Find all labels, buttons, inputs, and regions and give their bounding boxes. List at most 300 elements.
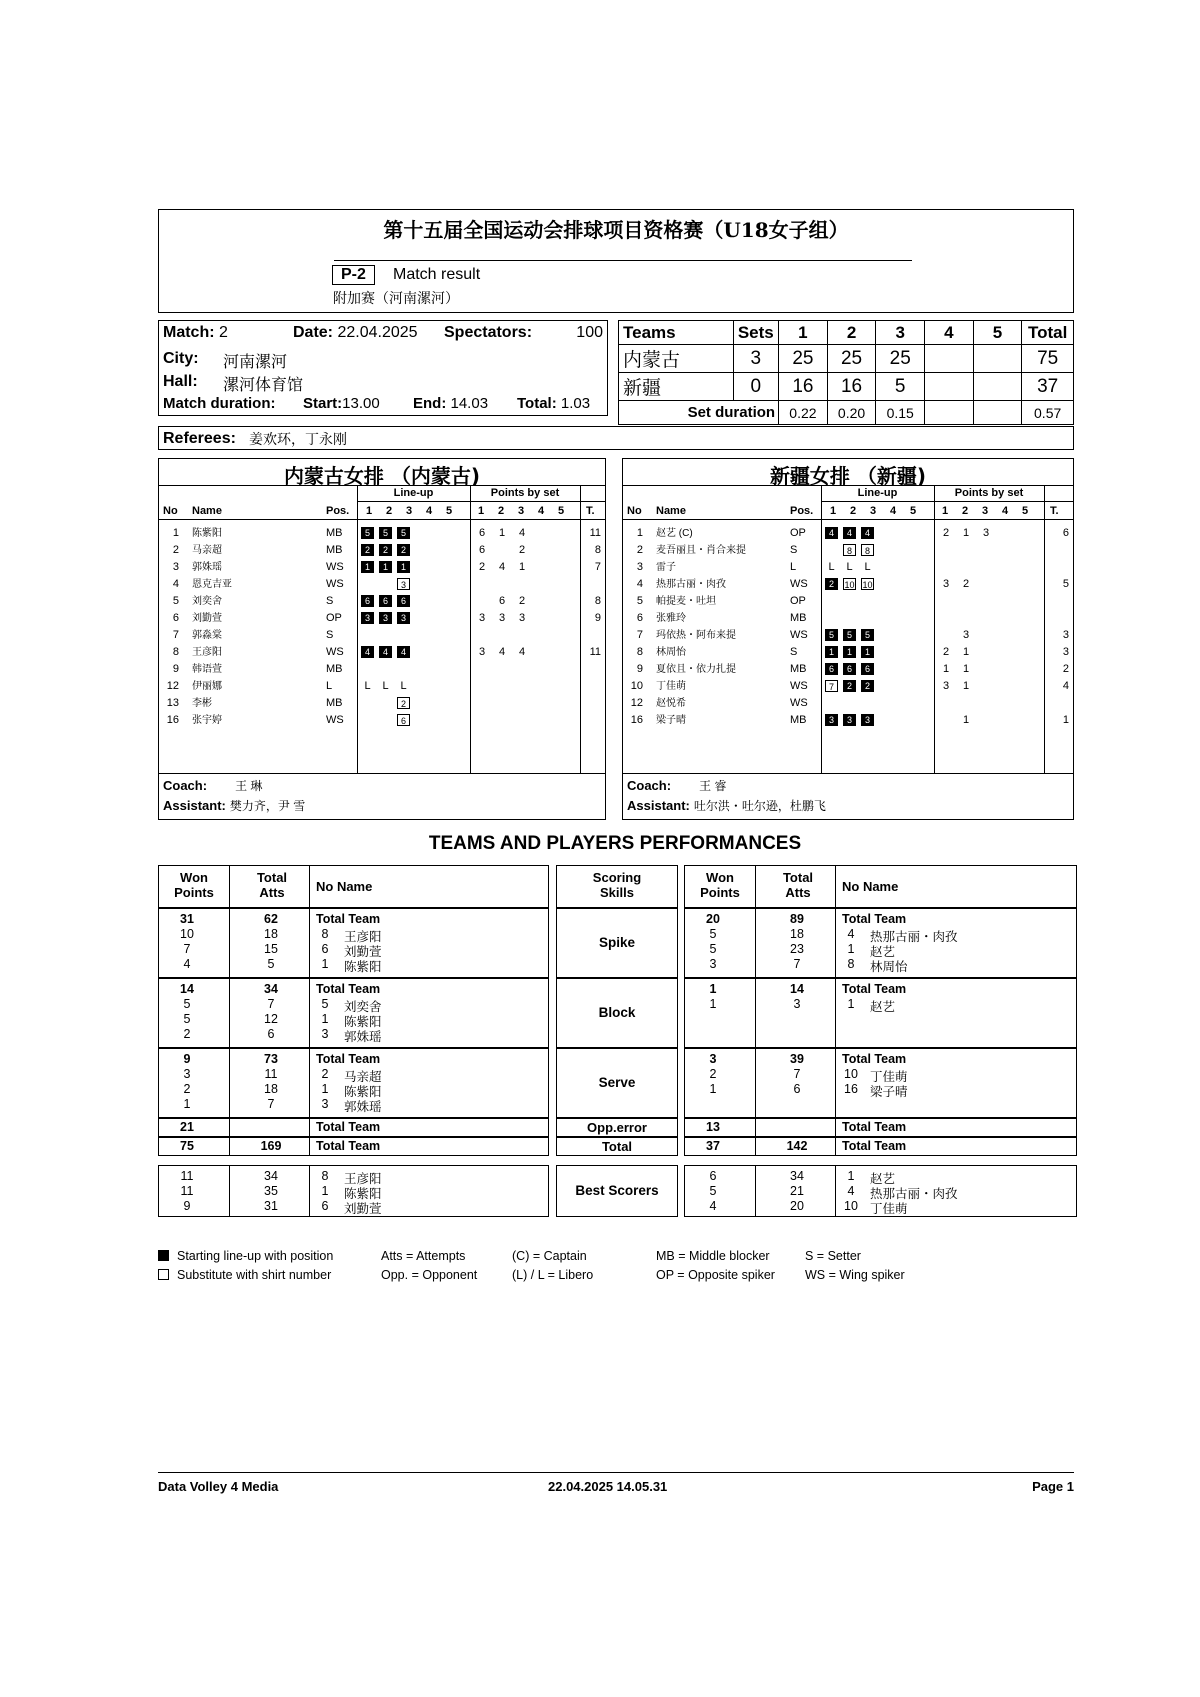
total-atts: 5	[267, 957, 275, 971]
total-atts: 23	[790, 942, 804, 956]
lineup-header: Line-up	[393, 487, 434, 499]
lineup-cell: 1	[379, 561, 392, 573]
total-atts: 73	[264, 1052, 278, 1066]
player-name: 刘勤萱	[344, 945, 382, 959]
player-name: 麦吾丽且・肖合来提	[656, 545, 746, 556]
lineup-cell: 6	[397, 714, 410, 726]
player-total: 2	[1062, 663, 1069, 675]
points-by-set-header: Points by set	[954, 487, 1024, 499]
player-lineup	[361, 678, 415, 695]
player-no: 10	[844, 1199, 858, 1213]
results-row-away: 新疆 0 16 16 5 37	[619, 373, 1074, 401]
player-lineup	[361, 712, 415, 729]
total-atts: 6	[267, 1027, 275, 1041]
lineup-cell: L	[382, 680, 389, 693]
player-no: 4	[847, 1184, 855, 1198]
team-label: Total Team	[316, 1139, 381, 1153]
lineup-cell: 4	[825, 527, 838, 539]
total-atts: 3	[793, 997, 801, 1011]
spectators-value: 100	[576, 324, 603, 341]
player-pos: WS	[326, 714, 344, 726]
assistant	[627, 797, 826, 814]
perf-left-block	[158, 1165, 549, 1217]
won-points: 7	[183, 942, 191, 956]
lineup-cell: 1	[825, 646, 838, 658]
player-set-points: 1	[962, 680, 970, 692]
doc-code: P-2	[332, 265, 375, 285]
player-no: 6	[636, 612, 643, 624]
lineup-cell: 5	[861, 629, 874, 641]
title-divider	[159, 485, 605, 486]
lineup-cell: 2	[825, 578, 838, 590]
player-no: 1	[321, 957, 329, 971]
assistant-name: 樊力齐，尹 雪	[229, 799, 306, 813]
column-divider	[229, 1138, 230, 1155]
column-divider	[229, 979, 230, 1047]
skill-label: Total	[601, 1139, 633, 1154]
player-pos: MB	[326, 663, 343, 675]
pos-header: Pos.	[790, 505, 814, 517]
player-name: 李彬	[192, 698, 212, 709]
player-name: 伊丽娜	[192, 681, 222, 692]
won-points: 3	[709, 1052, 717, 1066]
player-name: 帕提麦・吐坦	[656, 596, 716, 607]
player-no: 2	[172, 544, 179, 556]
player-total: 3	[1062, 646, 1069, 658]
coach-label: Coach:	[627, 778, 672, 793]
player-set-points: 6	[498, 595, 506, 607]
referees-value: 姜欢环，丁永刚	[249, 431, 347, 447]
player-no: 8	[847, 957, 855, 971]
lineup-cell: 1	[843, 646, 856, 658]
player-name: 陈紫阳	[344, 960, 382, 974]
lineup-set-header: 1	[366, 505, 373, 517]
player-lineup	[825, 525, 879, 542]
won-points: 1	[709, 997, 717, 1011]
player-row	[159, 525, 607, 542]
player-pos: OP	[790, 595, 806, 607]
points-set-header: 5	[1022, 505, 1029, 517]
legend-captain: (C) = Captain	[512, 1249, 587, 1263]
player-row	[159, 712, 607, 729]
player-lineup	[825, 593, 879, 610]
player-no: 16	[630, 714, 643, 726]
player-no: 2	[321, 1067, 329, 1081]
player-set-points: 2	[962, 578, 970, 590]
player-no: 1	[321, 1012, 329, 1026]
won-points: 3	[183, 1067, 191, 1081]
total-atts: 89	[790, 912, 804, 926]
no-name-header: No Name	[316, 879, 373, 894]
player-name: 王彦阳	[344, 1172, 382, 1186]
lineup-cell: 2	[397, 544, 410, 556]
lineup-set-header: 1	[830, 505, 837, 517]
player-no: 5	[172, 595, 179, 607]
player-lineup	[825, 576, 879, 593]
player-lineup	[825, 661, 879, 678]
player-pos: WS	[790, 629, 808, 641]
player-lineup	[825, 627, 879, 644]
column-divider	[835, 1138, 836, 1155]
player-name: 玛依热・阿布来提	[656, 630, 736, 641]
subheader-divider	[357, 501, 605, 502]
column-divider	[835, 909, 836, 977]
player-name: 陈紫阳	[344, 1085, 382, 1099]
player-set-points: 2	[942, 527, 950, 539]
lineup-cell: 2	[397, 697, 410, 709]
player-row	[159, 610, 607, 627]
player-row	[159, 678, 607, 695]
lineup-cell: 3	[861, 714, 874, 726]
lineup-cell: L	[400, 680, 407, 693]
lineup-cell: 1	[397, 561, 410, 573]
player-name: 雷子	[656, 562, 676, 573]
points-set-header: 1	[942, 505, 949, 517]
points-set-header: 3	[982, 505, 989, 517]
total-atts: 34	[790, 1169, 804, 1183]
lineup-set-header: 2	[850, 505, 857, 517]
player-set-points: 3	[962, 629, 970, 641]
player-lineup	[825, 610, 879, 627]
perf-skill-block	[556, 1048, 678, 1118]
player-name: Total Team	[842, 1052, 907, 1066]
player-set-points: 6	[478, 527, 486, 539]
lineup-cell: 2	[843, 680, 856, 692]
column-divider	[755, 1119, 756, 1136]
player-row	[623, 542, 1075, 559]
points-set-header: 2	[498, 505, 505, 517]
lineup-set-header: 2	[386, 505, 393, 517]
total-atts: 18	[264, 1082, 278, 1096]
player-set-points: 4	[498, 561, 506, 573]
player-set-points: 1	[962, 527, 970, 539]
t-header: T.	[586, 505, 595, 517]
header-box	[158, 209, 1074, 313]
player-set-points: 2	[942, 646, 950, 658]
legend-ws: WS = Wing spiker	[805, 1268, 905, 1282]
lineup-cell: 4	[861, 527, 874, 539]
column-divider	[309, 1138, 310, 1155]
player-no: 4	[636, 578, 643, 590]
total-atts-header: Total Atts	[256, 870, 288, 900]
lineup-cell: 6	[397, 595, 410, 607]
player-lineup	[825, 695, 879, 712]
total-row-left	[158, 1137, 549, 1156]
skill-label: Block	[598, 1005, 636, 1020]
perf-skill-block	[556, 1165, 678, 1217]
player-no: 10	[630, 680, 643, 692]
player-row	[623, 593, 1075, 610]
lineup-cell: 8	[843, 544, 856, 556]
lineup-cell: 5	[361, 527, 374, 539]
player-no: 8	[321, 927, 329, 941]
player-lineup	[825, 542, 879, 559]
player-name: 刘奕舍	[192, 596, 222, 607]
won-points: 75	[180, 1139, 194, 1153]
player-name: 郭姝瑶	[344, 1100, 382, 1114]
total-atts-header: Total Atts	[782, 870, 814, 900]
player-lineup	[361, 593, 415, 610]
player-total: 7	[594, 561, 601, 573]
title-underline	[334, 260, 912, 261]
player-set-points: 3	[518, 612, 526, 624]
player-pos: MB	[326, 544, 343, 556]
player-pos: WS	[790, 680, 808, 692]
lineup-set-header: 4	[890, 505, 897, 517]
total-atts: 34	[264, 982, 278, 996]
won-points: 6	[709, 1169, 717, 1183]
total-atts: 142	[786, 1139, 808, 1153]
scoring-skills-header: Scoring Skills	[592, 870, 642, 900]
legend-mb: MB = Middle blocker	[656, 1249, 770, 1263]
player-no: 4	[172, 578, 179, 590]
player-no: 3	[321, 1097, 329, 1111]
player-name: 郭姝瑶	[192, 562, 222, 573]
lineup-cell: 3	[361, 612, 374, 624]
won-points: 13	[706, 1120, 720, 1134]
player-no: 9	[172, 663, 179, 675]
points-set-header: 5	[558, 505, 565, 517]
player-set-points: 3	[498, 612, 506, 624]
perf-header-skill	[556, 865, 678, 908]
player-pos: WS	[326, 578, 344, 590]
end: End: 14.03	[413, 395, 489, 412]
player-lineup	[361, 559, 415, 576]
player-lineup	[825, 712, 879, 729]
player-pos: MB	[326, 527, 343, 539]
player-set-points: 2	[518, 544, 526, 556]
player-row	[159, 542, 607, 559]
player-pos: WS	[790, 697, 808, 709]
total-atts: 39	[790, 1052, 804, 1066]
total-atts: 6	[793, 1082, 801, 1096]
player-name: 张雅玲	[656, 613, 686, 624]
legend-substitute: Substitute with shirt number	[177, 1268, 332, 1282]
referees-box	[158, 426, 1074, 450]
lineup-cell: 2	[379, 544, 392, 556]
column-divider	[755, 866, 756, 907]
player-pos: MB	[790, 663, 807, 675]
match-info-box	[158, 320, 608, 416]
won-points: 1	[709, 1082, 717, 1096]
player-no: 1	[172, 527, 179, 539]
total-atts: 21	[790, 1184, 804, 1198]
lineup-cell: 7	[825, 680, 838, 692]
header-divider	[159, 519, 605, 520]
player-pos: OP	[790, 527, 806, 539]
date: Date: 22.04.2025	[293, 324, 418, 341]
coach	[627, 777, 726, 794]
substitute-square-icon	[158, 1269, 169, 1280]
team-label: Total Team	[316, 1120, 381, 1134]
footer-line	[158, 1472, 1074, 1473]
lineup-cell: 3	[397, 578, 410, 590]
won-points: 31	[180, 912, 194, 926]
player-no: 5	[321, 997, 329, 1011]
column-divider	[835, 1119, 836, 1136]
player-no: 7	[636, 629, 643, 641]
player-row	[159, 627, 607, 644]
column-divider	[229, 1166, 230, 1216]
player-row	[159, 661, 607, 678]
column-divider	[755, 1166, 756, 1216]
player-pos: S	[326, 629, 334, 641]
perf-left-block	[158, 1048, 549, 1118]
column-divider	[835, 1049, 836, 1117]
player-row	[623, 610, 1075, 627]
results-row-home: 内蒙古 3 25 25 25 75	[619, 345, 1074, 373]
subtitle: 附加赛（河南漯河）	[333, 290, 459, 306]
player-no: 10	[844, 1067, 858, 1081]
player-pos: MB	[790, 714, 807, 726]
player-set-points: 1	[498, 527, 506, 539]
player-total: 3	[1062, 629, 1069, 641]
results-table	[618, 320, 1074, 425]
lineup-cell: 4	[843, 527, 856, 539]
lineup-cell: L	[364, 680, 371, 693]
pos-header: Pos.	[326, 505, 350, 517]
player-total: 8	[594, 595, 601, 607]
points-set-header: 4	[538, 505, 545, 517]
player-no: 3	[172, 561, 179, 573]
skill-label: Serve	[598, 1075, 636, 1090]
player-row	[623, 576, 1075, 593]
won-points: 2	[183, 1082, 191, 1096]
lineup-cell: 6	[361, 595, 374, 607]
lineup-cell: 6	[861, 663, 874, 675]
player-name: 陈紫阳	[192, 528, 222, 539]
legend-opp: Opp. = Opponent	[381, 1268, 478, 1282]
won-points: 5	[709, 927, 717, 941]
player-total: 4	[1062, 680, 1069, 692]
total-atts: 7	[793, 1067, 801, 1081]
player-set-points: 2	[518, 595, 526, 607]
player-set-points: 4	[498, 646, 506, 658]
player-total: 5	[1062, 578, 1069, 590]
lineup-cell: 4	[379, 646, 392, 658]
lineup-cell: 5	[397, 527, 410, 539]
player-set-points: 3	[478, 646, 486, 658]
player-row	[159, 559, 607, 576]
lineup-cell: 5	[825, 629, 838, 641]
player-row	[623, 627, 1075, 644]
won-points: 5	[183, 1012, 191, 1026]
hall-label: Hall:	[163, 373, 198, 390]
points-set-header: 1	[478, 505, 485, 517]
player-name: 韩语萱	[192, 664, 222, 675]
player-name: Total Team	[842, 982, 907, 996]
player-name: 马亲超	[192, 545, 222, 556]
player-set-points: 3	[982, 527, 990, 539]
player-no: 6	[321, 942, 329, 956]
player-no: 4	[847, 927, 855, 941]
coach-divider	[623, 773, 1073, 774]
lineup-set-header: 5	[910, 505, 917, 517]
hall-value: 漯河体育馆	[223, 377, 304, 394]
legend-atts: Atts = Attempts	[381, 1249, 466, 1263]
opp-error-row-skill	[556, 1118, 678, 1137]
player-total: 1	[1062, 714, 1069, 726]
won-points: 1	[709, 982, 717, 996]
player-lineup	[361, 542, 415, 559]
points-set-header: 4	[1002, 505, 1009, 517]
column-divider	[309, 1166, 310, 1216]
player-no: 9	[636, 663, 643, 675]
player-set-points: 1	[962, 646, 970, 658]
player-name: 赵艺	[870, 1172, 896, 1186]
player-no: 6	[321, 1199, 329, 1213]
coach-name: 王 琳	[235, 779, 263, 793]
total-atts: 31	[264, 1199, 278, 1213]
assistant	[163, 797, 305, 814]
player-pos: L	[326, 680, 333, 692]
lineup-cell: 3	[379, 612, 392, 624]
player-total: 11	[589, 527, 601, 539]
team-title: 内蒙古女排 （内蒙古)	[283, 464, 481, 488]
player-set-points: 1	[942, 663, 950, 675]
lineup-cell: 6	[379, 595, 392, 607]
player-row	[159, 644, 607, 661]
perf-header-right	[684, 865, 1077, 908]
player-no: 7	[172, 629, 179, 641]
player-no: 13	[166, 697, 179, 709]
legend-starting: Starting line-up with position	[177, 1249, 334, 1263]
perf-left-block	[158, 978, 549, 1048]
set-duration-row: Set duration 0.22 0.20 0.15 0.57	[619, 401, 1074, 425]
player-no: 2	[636, 544, 643, 556]
points-by-set-header: Points by set	[490, 487, 560, 499]
footer-center: 22.04.2025 14.05.31	[548, 1479, 668, 1494]
coach	[163, 777, 262, 794]
total-atts: 34	[264, 1169, 278, 1183]
legend-op: OP = Opposite spiker	[656, 1268, 775, 1282]
won-points-header: Won Points	[174, 870, 214, 900]
won-points: 9	[183, 1199, 191, 1213]
player-name: 恩克吉亚	[192, 579, 232, 590]
column-divider	[835, 1166, 836, 1216]
player-no: 3	[636, 561, 643, 573]
player-lineup	[361, 644, 415, 661]
legend-s: S = Setter	[805, 1249, 861, 1263]
perf-header-left	[158, 865, 549, 908]
player-pos: S	[790, 544, 798, 556]
player-lineup	[825, 678, 879, 695]
footer-left: Data Volley 4 Media	[158, 1479, 279, 1494]
player-row	[623, 678, 1075, 695]
perf-right-block	[684, 1165, 1077, 1217]
player-no: 1	[321, 1082, 329, 1096]
header-divider	[623, 519, 1073, 520]
player-pos: S	[790, 646, 798, 658]
won-points: 9	[183, 1052, 191, 1066]
total-atts: 15	[264, 942, 278, 956]
total-atts: 169	[260, 1139, 282, 1153]
player-lineup	[361, 610, 415, 627]
column-divider	[309, 1119, 310, 1136]
lineup-cell: 1	[361, 561, 374, 573]
player-name: 热那古丽・肉孜	[656, 579, 726, 590]
player-no: 1	[636, 527, 643, 539]
player-name: 赵悦希	[656, 698, 686, 709]
player-set-points: 6	[478, 544, 486, 556]
player-no: 16	[166, 714, 179, 726]
perf-right-block	[684, 1048, 1077, 1118]
player-no: 5	[636, 595, 643, 607]
won-points: 2	[183, 1027, 191, 1041]
player-pos: WS	[326, 646, 344, 658]
start: Start:13.00	[303, 395, 380, 412]
player-name: 林周怡	[656, 647, 686, 658]
